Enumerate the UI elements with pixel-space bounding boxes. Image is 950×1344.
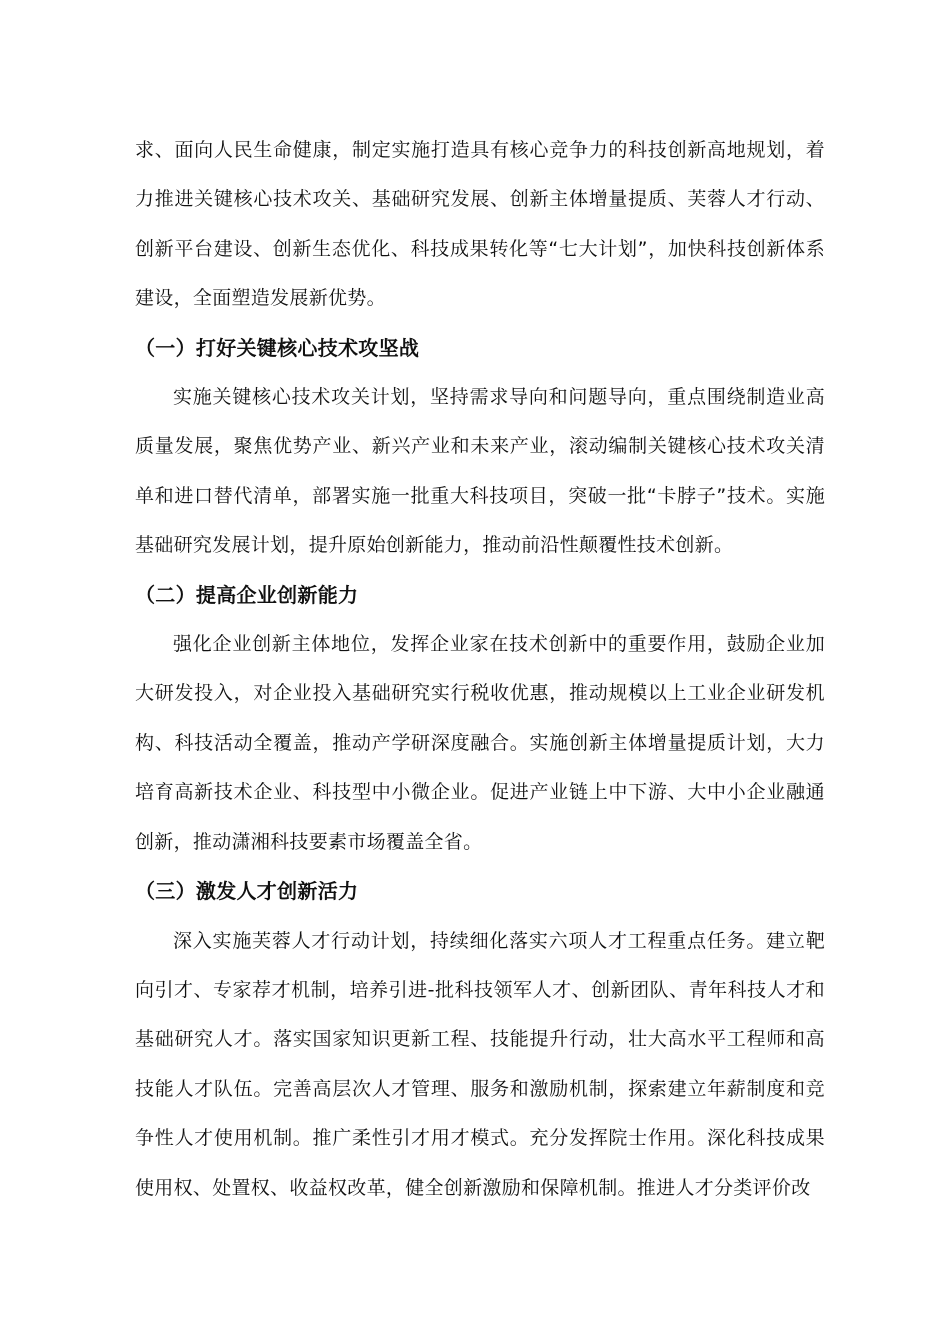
body-paragraph: 深入实施芙蓉人才行动计划，持续细化落实六项人才工程重点任务。建立靶向引才、专家荐才机制，培养引进-批科技领军人才、创新团队、青年科技人才和基础研究人才。落实国家知识更新工程、技能提升行动，壮大高水平工程师和高技能人才队伍。完善高层次人才管理、服务和激励机制，探索建立年薪制度和竞争性人才使用机制。推广柔性引才用才模式。充分发挥院士作用。深化科技成果使用权、处置权、收益权改革，健全创新激励和保障机制。推进人才分类评价改	[135, 929, 825, 1199]
section-heading: （一）打好关键核心技术攻坚战	[135, 335, 420, 360]
body-paragraph: 强化企业创新主体地位，发挥企业家在技术创新中的重要作用，鼓励企业加大研发投入，对企业投入基础研究实行税收优惠，推动规模以上工业企业研发机构、科技活动全覆盖，推动产学研深度融合。实施创新主体增量提质计划，大力培育高新技术企业、科技型中小微企业。促进产业链上中下游、大中小企业融通创新，推动潇湘科技要素市场覆盖全省。	[135, 633, 825, 853]
body-paragraph: 实施关键核心技术攻关计划，坚持需求导向和问题导向，重点围绕制造业高质量发展，聚焦优势产业、新兴产业和未来产业，滚动编制关键核心技术攻关清单和进口替代清单，部署实施一批重大科技项目，突破一批“卡脖子”技术。实施基础研究发展计划，提升原始创新能力，推动前沿性颠覆性技术创新。	[135, 386, 825, 557]
section-heading: （三）激发人才创新活力	[135, 879, 359, 904]
document-page	[135, 126, 825, 1213]
body-paragraph: 求、面向人民生命健康，制定实施打造具有核心竞争力的科技创新高地规划，着力推进关键核心技术攻关、基础研究发展、创新主体增量提质、芙蓉人才行动、创新平台建设、创新生态优化、科技成果转化等“七大计划”，加快科技创新体系建设，全面塑造发展新优势。	[135, 139, 825, 310]
section-heading: （二）提高企业创新能力	[135, 582, 359, 607]
